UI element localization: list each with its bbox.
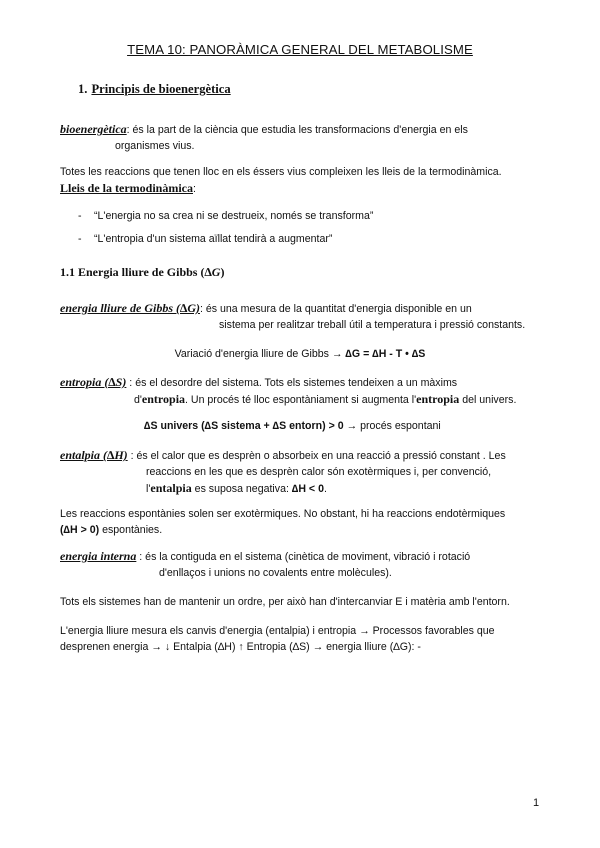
paragraph-line: espontànies.: [99, 524, 163, 536]
bold-formula: ∆H < 0: [291, 483, 324, 495]
equation-formula: ∆S univers (∆S sistema + ∆S entorn) > 0: [144, 420, 344, 432]
definition-line: : és una mesura de la quantitat d'energia disponible en un: [200, 303, 472, 315]
definition-bioenergetica: [60, 121, 550, 154]
bullet-item: [78, 208, 373, 224]
gibbs-equation: [0, 346, 600, 362]
term-energia-interna: energia interna: [60, 549, 137, 563]
lleis-colon: :: [192, 183, 196, 195]
paragraph-line: Les reaccions espontànies solen ser exotèrmiques. No obstant, hi ha reaccions endotèrmiques: [60, 508, 506, 520]
document-title: TEMA 10: PANORÀMICA GENERAL DEL METABOLISME: [127, 42, 473, 57]
bullet-dash: -: [78, 233, 82, 245]
section-heading-1: [78, 82, 231, 97]
delta-g-symbol: ∆G: [204, 265, 221, 279]
term-entropia: entropia (∆S): [60, 375, 127, 389]
paragraph-line: Tots els sistemes han de mantenir un ordre, per això han d'intercanviar E i matèria amb l'entorn.: [60, 596, 510, 608]
section-number: 1.: [78, 82, 88, 96]
ordre-paragraph: [60, 594, 560, 610]
paragraph-line: desprenen energia → ↓ Entalpia (∆H) ↑ Entropia (∆S) → energia lliure (∆G): -: [60, 641, 421, 653]
definition-line: : és el calor que es desprèn o absorbeix en una reacció a pressió constant . Les: [127, 450, 506, 462]
term-gibbs: energia lliure de Gibbs (∆G): [60, 301, 200, 315]
definition-line: : és el desordre del sistema. Tots els sistemes tendeixen a un màxims: [126, 377, 458, 389]
intro-line: Totes les reaccions que tenen lloc en els éssers vius compleixen les lleis de la termodinàmica.: [60, 166, 502, 178]
equation-label: Variació d'energia lliure de Gibbs →: [174, 348, 346, 360]
paragraph-line: L'energia lliure mesura els canvis d'energia (entalpia) i entropia → Processos favorables que: [60, 625, 495, 637]
definition-gibbs: [60, 300, 560, 333]
term-entalpia: entalpia (∆H): [60, 448, 128, 462]
intro-paragraph: [60, 164, 560, 197]
definition-line: : és la part de la ciència que estudia les transformacions d'energia en els: [126, 124, 468, 136]
lleis-heading: Lleis de la termodinàmica: [60, 181, 193, 195]
definition-line: sistema per realitzar treball útil a temperatura i pressió constants.: [219, 319, 526, 331]
equation-tail: → procés espontani: [343, 420, 441, 432]
section-heading-1-1: [60, 265, 224, 280]
espontanies-paragraph: [60, 506, 560, 538]
bullet-dash: -: [78, 210, 82, 222]
bold-formula: (∆H > 0): [60, 524, 100, 536]
equation-formula: ∆G = ∆H - T • ∆S: [345, 348, 426, 360]
bold-term: entalpia: [150, 481, 192, 495]
definition-line: l'entalpia es suposa negativa: ∆H < 0.: [146, 481, 327, 495]
bullet-item: [78, 231, 332, 247]
bold-term: entropia: [141, 392, 186, 406]
definition-line: d'entropia. Un procés té lloc espontàniament si augmenta l'entropia del univers.: [134, 392, 517, 406]
term-bioenergetica: bioenergètica: [60, 122, 127, 136]
section-title-close: ): [220, 265, 225, 279]
section-title: 1.1 Energia lliure de Gibbs (: [60, 265, 205, 279]
definition-line: reaccions en les que es desprèn calor són exotèrmiques i, per convenció,: [146, 466, 492, 478]
energia-lliure-paragraph: [60, 623, 560, 655]
definition-line: d'enllaços i unions no covalents entre molècules).: [159, 567, 392, 579]
section-title: Principis de bioenergètica: [91, 82, 231, 96]
page-number: 1: [533, 797, 540, 809]
bold-term: entropia: [416, 392, 460, 406]
definition-energia-interna: [60, 548, 560, 581]
definition-entropia: [60, 374, 560, 408]
definition-line: : és la contiguda en el sistema (cinètica de moviment, vibració i rotació: [136, 551, 471, 563]
bullet-text: “L'energia no sa crea ni se destrueix, només se transforma”: [94, 210, 374, 222]
definition-line: organismes vius.: [115, 140, 195, 152]
univers-equation: [144, 418, 600, 434]
bullet-text: “L'entropia d'un sistema aïllat tendirà a augmentar”: [94, 233, 333, 245]
definition-entalpia: [60, 447, 560, 497]
